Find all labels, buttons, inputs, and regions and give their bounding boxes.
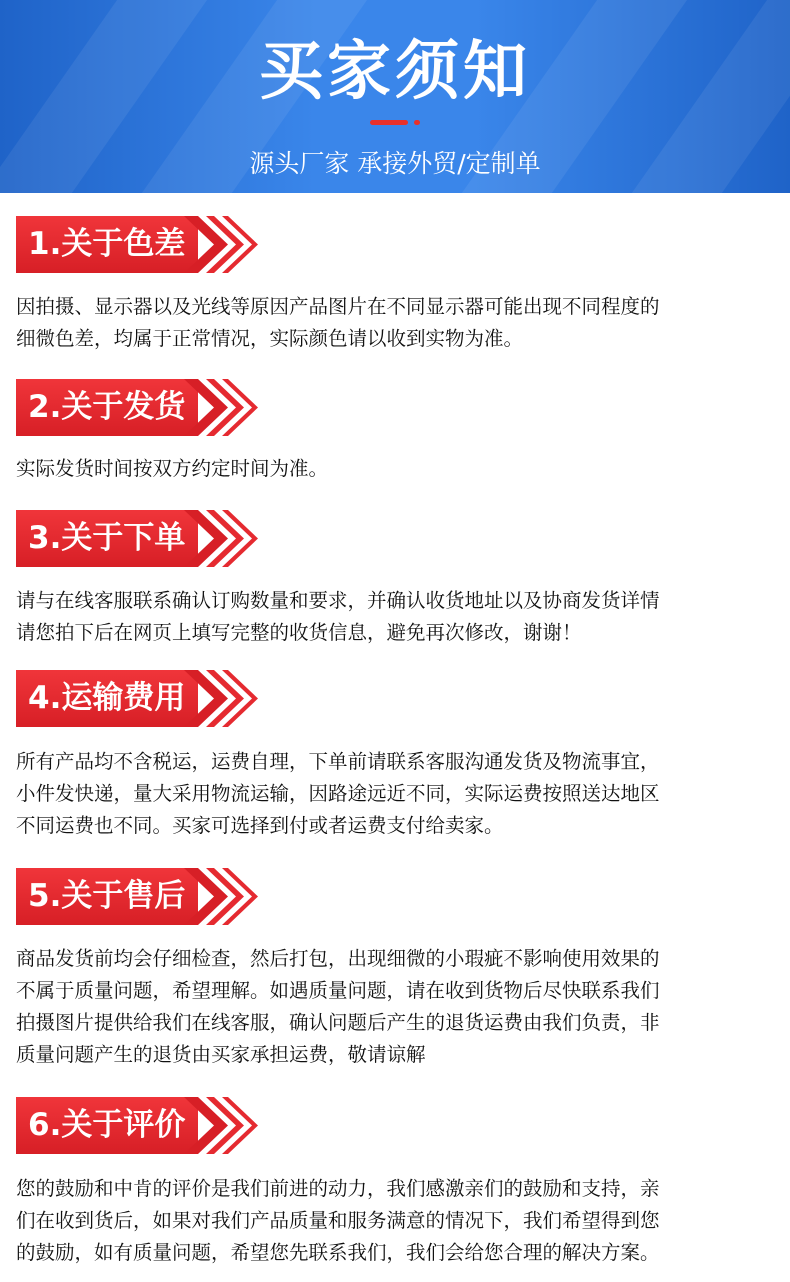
- body-line: 的鼓励，如有质量问题，希望您先联系我们，我们会给您合理的解决方案。: [16, 1241, 660, 1264]
- section-heading: 3.关于下单: [28, 520, 186, 556]
- body-line: 小件发快递，量大采用物流运输，因路途远近不同，实际运费按照送达地区: [16, 782, 660, 805]
- body-line: 们在收到货后，如果对我们产品质量和服务满意的情况下，我们希望得到您: [16, 1209, 660, 1232]
- chevron-stripes-icon: [184, 510, 262, 567]
- title-underline: [370, 120, 408, 125]
- body-line: 不属于质量问题，希望理解。如遇质量问题，请在收到货物后尽快联系我们: [16, 979, 660, 1002]
- section-body: [16, 585, 776, 649]
- section-label: [16, 868, 246, 925]
- header-banner: [0, 0, 790, 193]
- body-line: 商品发货前均会仔细检查，然后打包，出现细微的小瑕疵不影响使用效果的: [16, 947, 660, 970]
- section-body: [16, 453, 776, 485]
- section-label: [16, 379, 246, 436]
- body-line: 请与在线客服联系确认订购数量和要求，并确认收货地址以及协商发货详情: [16, 589, 660, 612]
- section-label: [16, 510, 246, 567]
- section-label: [16, 1097, 246, 1154]
- page-title: 买家须知: [259, 35, 531, 109]
- section-heading: 1.关于色差: [28, 226, 186, 262]
- body-line: 不同运费也不同。买家可选择到付或者运费支付给卖家。: [16, 814, 504, 837]
- section-heading: 4.运输费用: [28, 680, 186, 716]
- body-line: 请您拍下后在网页上填写完整的收货信息，避免再次修改，谢谢！: [16, 621, 582, 644]
- body-line: 质量问题产生的退货由买家承担运费，敬请谅解: [16, 1043, 426, 1066]
- chevron-stripes-icon: [184, 216, 262, 273]
- body-line: 细微色差，均属于正常情况，实际颜色请以收到实物为准。: [16, 327, 524, 350]
- section-heading: 2.关于发货: [28, 389, 186, 425]
- section-heading: 5.关于售后: [28, 878, 186, 914]
- page-subtitle: 源头厂家 承接外贸/定制单: [249, 149, 541, 178]
- chevron-stripes-icon: [184, 670, 262, 727]
- section-body: [16, 291, 776, 355]
- chevron-stripes-icon: [184, 868, 262, 925]
- body-line: 所有产品均不含税运，运费自理，下单前请联系客服沟通发货及物流事宜，: [16, 750, 660, 773]
- section-heading: 6.关于评价: [28, 1107, 186, 1143]
- chevron-stripes-icon: [184, 1097, 262, 1154]
- chevron-stripes-icon: [184, 379, 262, 436]
- section-body: [16, 1173, 776, 1269]
- body-line: 因拍摄、显示器以及光线等原因产品图片在不同显示器可能出现不同程度的: [16, 295, 660, 318]
- title-underline-dot: [414, 120, 420, 125]
- section-label: [16, 216, 246, 273]
- body-line: 您的鼓励和中肯的评价是我们前进的动力，我们感激亲们的鼓励和支持，亲: [16, 1177, 660, 1200]
- body-line: 拍摄图片提供给我们在线客服，确认问题后产生的退货运费由我们负责，非: [16, 1011, 660, 1034]
- section-body: [16, 746, 776, 842]
- section-body: [16, 943, 776, 1071]
- section-label: [16, 670, 246, 727]
- body-line: 实际发货时间按双方约定时间为准。: [16, 457, 329, 480]
